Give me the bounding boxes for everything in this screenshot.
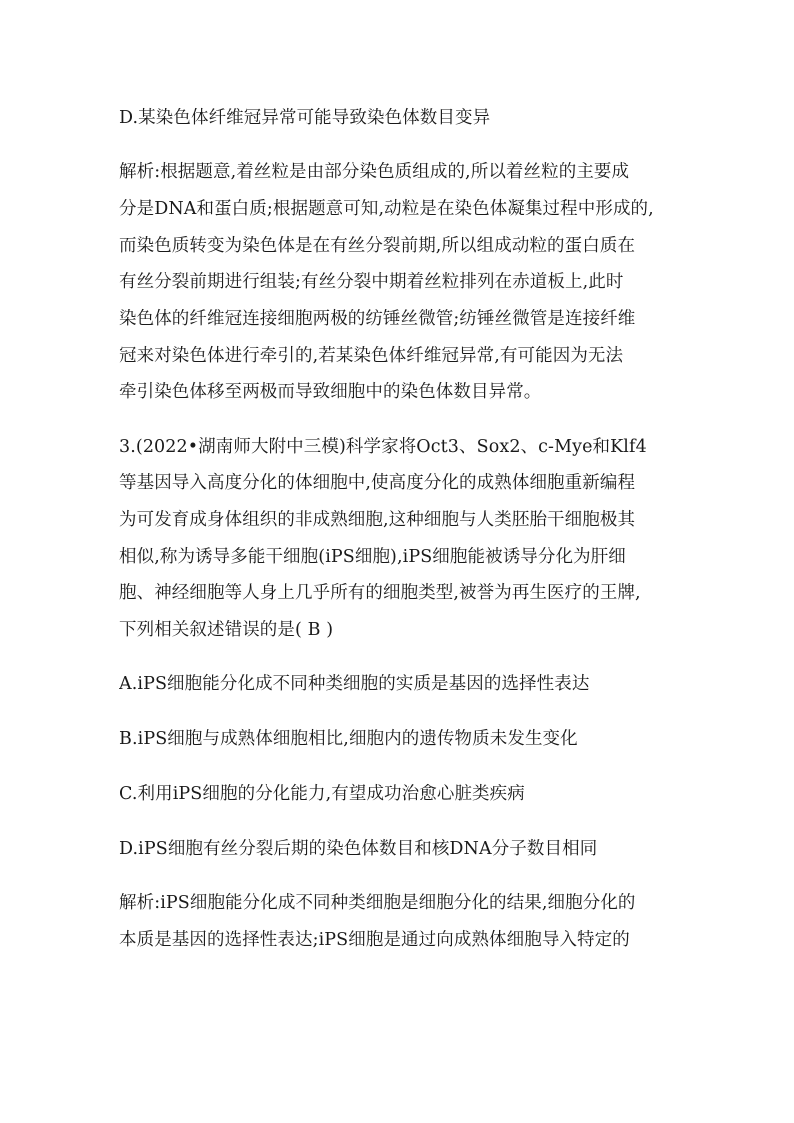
q3-analysis-line-2: 本质是基因的选择性表达;iPS细胞是通过向成熟体细胞导入特定的 bbox=[119, 930, 630, 950]
q2-analysis-line-3: 而染色质转变为染色体是在有丝分裂前期,所以组成动粒的蛋白质在 bbox=[119, 236, 636, 256]
q3-stem-line-5: 胞、神经细胞等人身上几乎所有的细胞类型,被誉为再生医疗的王牌, bbox=[119, 583, 641, 603]
q3-stem-line-3: 为可发育成身体组织的非成熟细胞,这种细胞与人类胚胎干细胞极其 bbox=[119, 510, 636, 530]
q2-analysis-line-6: 冠来对染色体进行牵引的,若某染色体纤维冠异常,有可能因为无法 bbox=[119, 346, 624, 366]
q3-analysis-line-1: 解析:iPS细胞能分化成不同种类细胞是细胞分化的结果,细胞分化的 bbox=[119, 893, 636, 913]
q2-analysis-line-1: 解析:根据题意,着丝粒是由部分染色质组成的,所以着丝粒的主要成 bbox=[119, 162, 630, 182]
q3-stem-line-1: 3.(2022•湖南师大附中三模)科学家将Oct3、Sox2、c-Mye和Klf4 bbox=[119, 437, 647, 457]
q3-option-b: B.iPS细胞与成熟体细胞相比,细胞内的遗传物质未发生变化 bbox=[119, 729, 578, 749]
q3-option-d: D.iPS细胞有丝分裂后期的染色体数目和核DNA分子数目相同 bbox=[119, 839, 598, 859]
q2-analysis-line-5: 染色体的纤维冠连接细胞两极的纺锤丝微管;纺锤丝微管是连接纤维 bbox=[119, 309, 636, 329]
q3-option-a: A.iPS细胞能分化成不同种类细胞的实质是基因的选择性表达 bbox=[119, 674, 590, 694]
q2-option-d: D.某染色体纤维冠异常可能导致染色体数目变异 bbox=[119, 108, 491, 128]
q2-analysis-line-4: 有丝分裂前期进行组装;有丝分裂中期着丝粒排列在赤道板上,此时 bbox=[119, 272, 624, 292]
q3-stem-line-6: 下列相关叙述错误的是( B ) bbox=[119, 620, 334, 640]
q3-stem-line-4: 相似,称为诱导多能干细胞(iPS细胞),iPS细胞能被诱导分化为肝细 bbox=[119, 547, 626, 567]
q2-analysis-line-7: 牵引染色体移至两极而导致细胞中的染色体数目异常。 bbox=[119, 382, 542, 402]
q3-stem-line-2: 等基因导入高度分化的体细胞中,使高度分化的成熟体细胞重新编程 bbox=[119, 473, 636, 493]
q2-analysis-line-2: 分是DNA和蛋白质;根据题意可知,动粒是在染色体凝集过程中形成的, bbox=[119, 199, 654, 219]
q3-option-c: C.利用iPS细胞的分化能力,有望成功治愈心脏类疾病 bbox=[119, 784, 525, 804]
